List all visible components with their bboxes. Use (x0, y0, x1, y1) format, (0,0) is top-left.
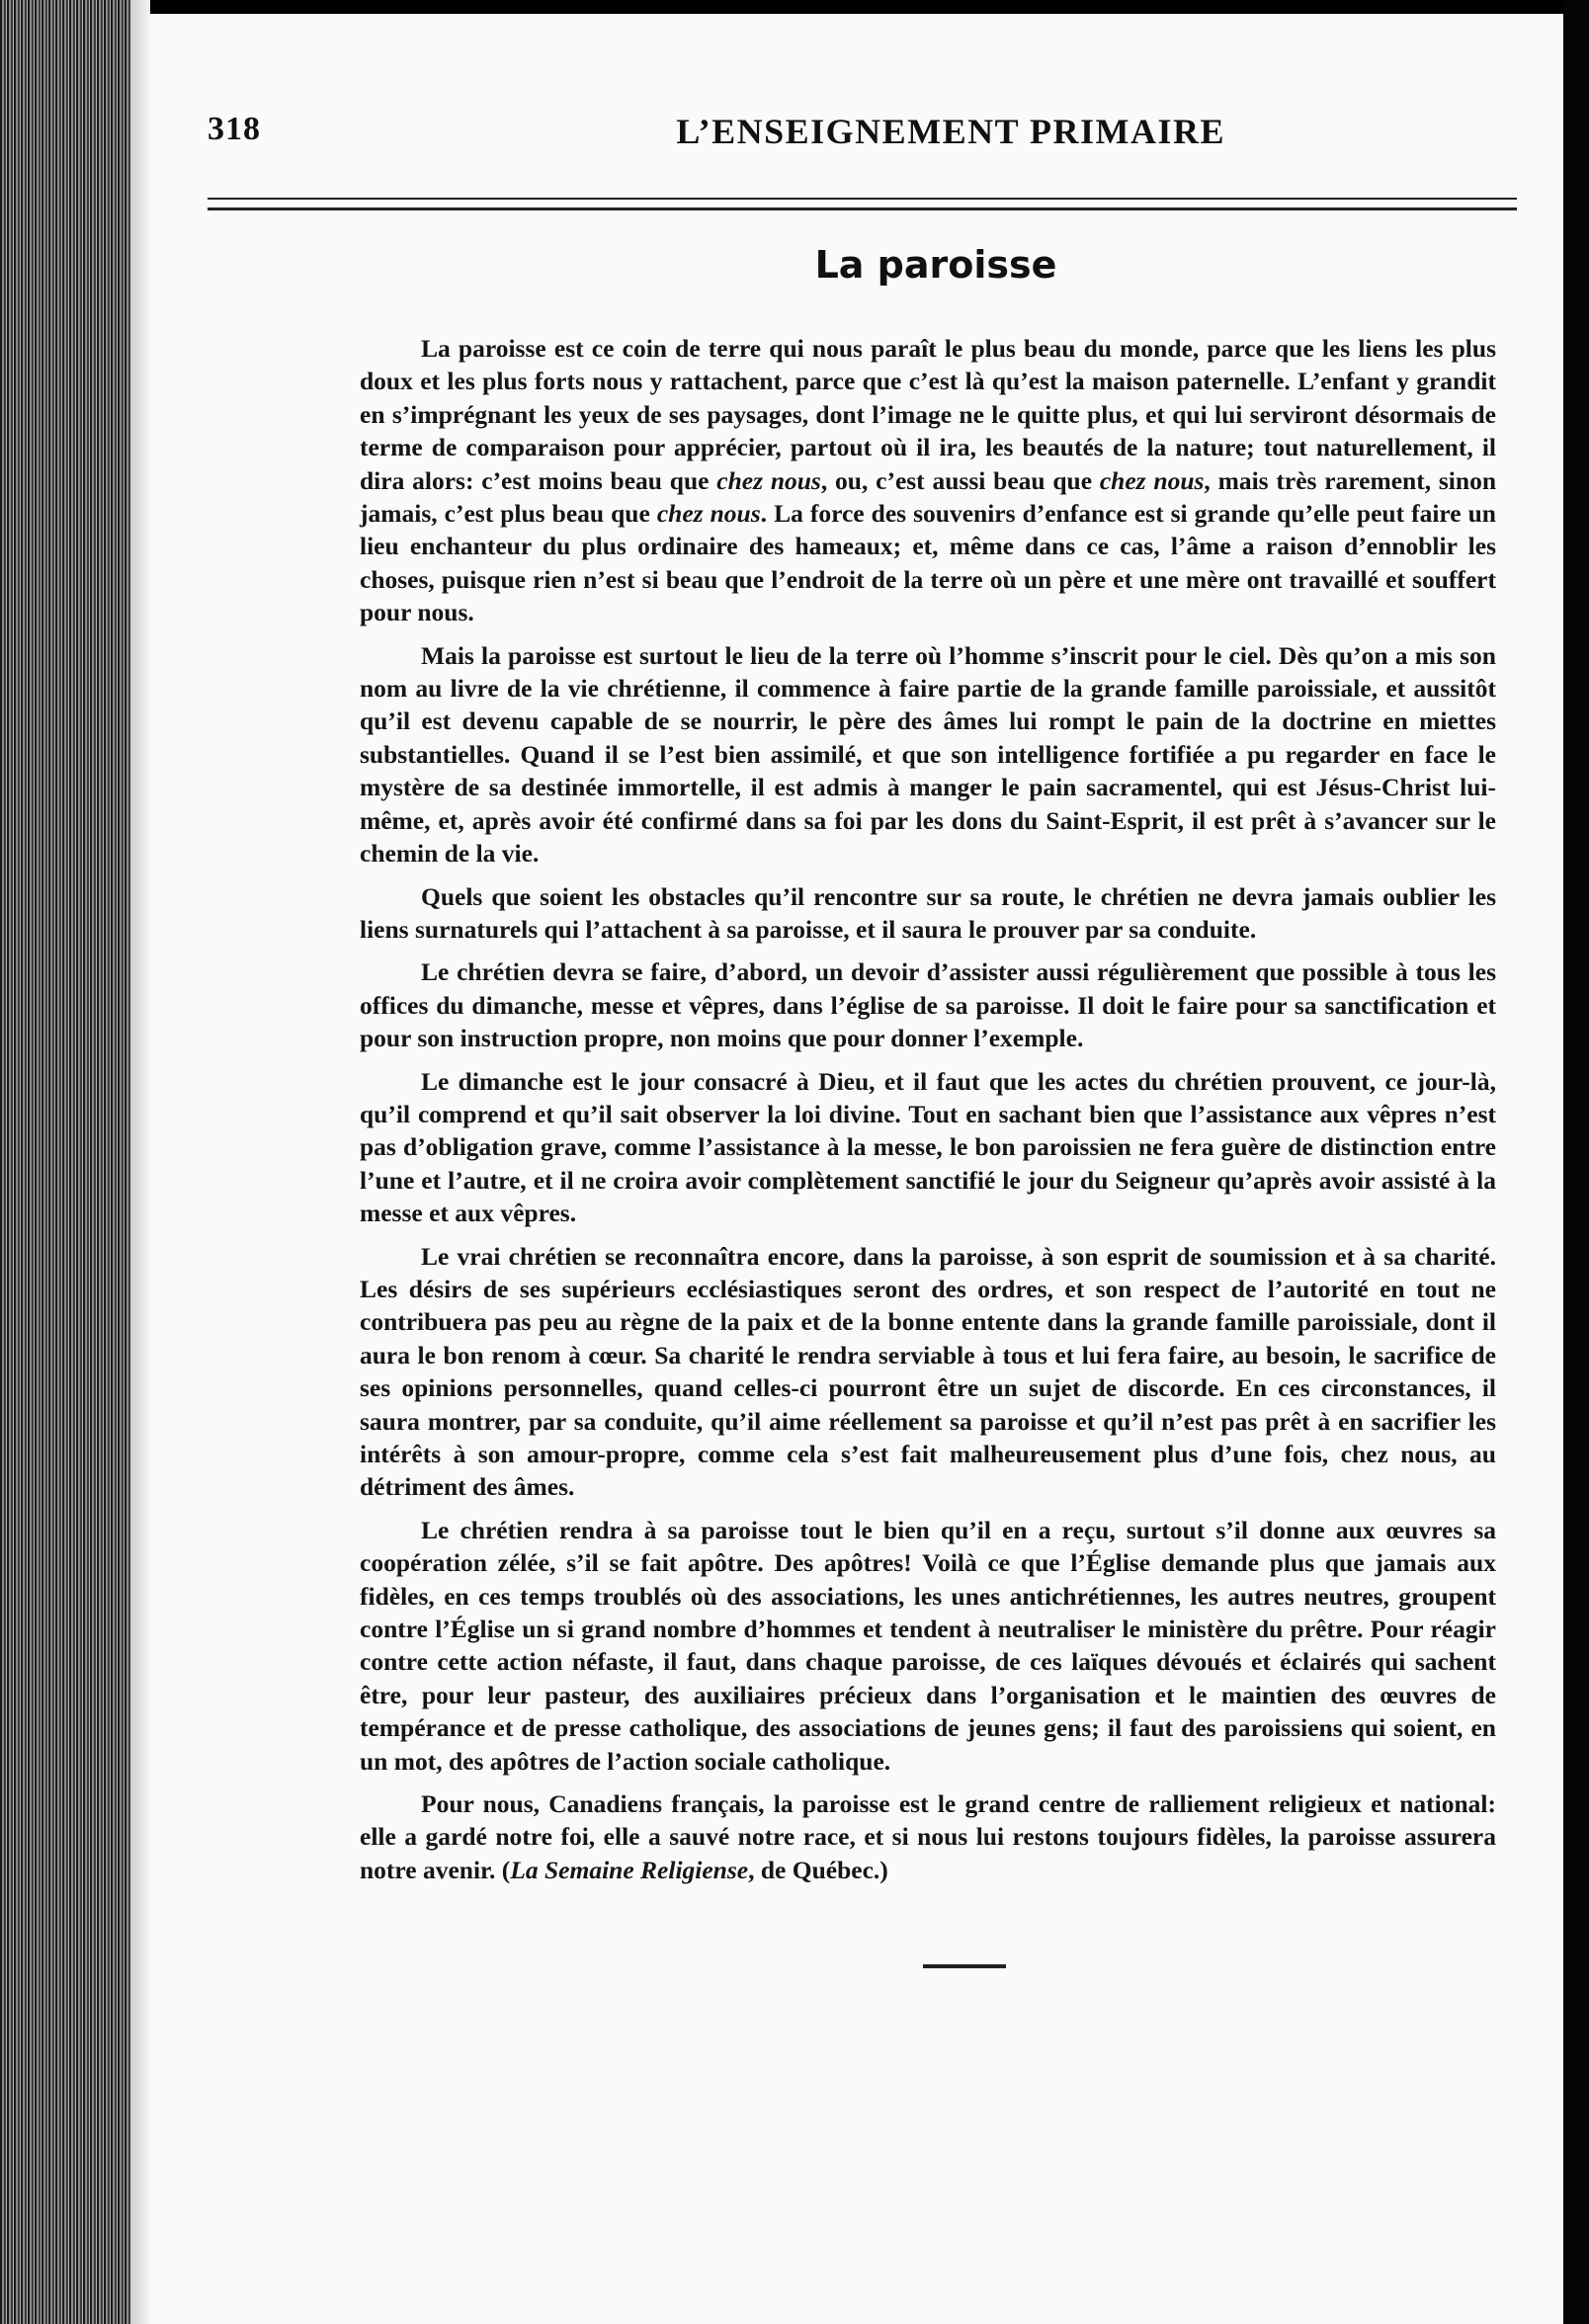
italic-text: chez nous (716, 465, 821, 495)
italic-text: chez nous (656, 499, 761, 529)
paragraph (360, 332, 1496, 629)
paragraph-text: , ou, c’est aussi beau que (820, 465, 1100, 495)
running-title: L’ENSEIGNEMENT PRIMAIRE (676, 112, 1225, 151)
paragraph (360, 880, 1496, 947)
paragraph-text: Le chrétien devra se faire, d’abord, un devoir d’assister aussi régulièrement que possible à tous les offices du dimanche, messe et vêpres, dans l’église de sa paroisse. Il doit le faire pour sa sanctification et pour son instruction propre, non moins que pour donner l’exemple. (360, 957, 1496, 1053)
paragraph-text: Quels que soient les obstacles qu’il rencontre sur sa route, le chrétien ne devra jamais oublier les liens surnaturels qui l’attachent à sa paroisse, et il saura le prouver par sa conduite. (360, 881, 1496, 944)
page-number: 318 (208, 111, 261, 147)
paragraph-text: . La force des souvenirs d’enfance est si grande qu’elle peut faire un lieu enchanteur du plus ordinaire des hameaux; et, même dans ce cas, l’âme a raison d’ennoblir les choses, puisque rien n’est si beau que l’endroit de la terre où un père et une mère ont travaillé et souffert pour nous. (360, 499, 1496, 627)
paragraph-text: , de Québec.) (748, 1855, 888, 1884)
italic-text: La Semaine Religiense (510, 1855, 749, 1884)
italic-text: chez nous (1099, 465, 1205, 495)
paragraph-text: Le dimanche est le jour consacré à Dieu, et il faut que les actes du chrétien prouvent, ce jour-là, qu’il comprend et qu’il sait observer la loi divine. Tout en sachant bien que l’assistance aux vêpres n’est pas d’obligation grave, comme l’assistance à la messe, le bon paroissien ne fera guère de distinction entre l’une et l’autre, et il ne croira avoir complètement sanctifié le jour du Seigneur qu’après avoir assisté à la messe et aux vêpres. (360, 1066, 1496, 1228)
paragraph (360, 1240, 1496, 1504)
paragraph-text: Le vrai chrétien se reconnaîtra encore, dans la paroisse, à son esprit de soumission et à sa charité. Les désirs de ses supérieurs ecclésiastiques seront des ordres, et son respect de l’autorité en tout ne contribuera pas peu au règne de la paix et de la bonne entente dans la grande famille paroissiale, dont il aura le bon renom à cœur. Sa charité le rendra serviable à tous et lui fera faire, au besoin, le sacrifice de ses opinions personnelles, quand celles-ci pourront être un sujet de discorde. En ces circonstances, il saura montrer, par sa conduite, qu’il aime réellement sa paroisse et qu’il n’est pas prêt à en sacrifier les intérêts à son amour-propre, comme cela s’est fait malheureusement plus d’une fois, chez nous, au détriment des âmes. (360, 1241, 1496, 1502)
end-of-article-rule (923, 1964, 1006, 1968)
header-rule-top (208, 198, 1517, 200)
header-rule-bottom (208, 208, 1517, 210)
page-header (208, 111, 1225, 170)
paragraph (360, 1787, 1496, 1886)
book-page-edges (0, 0, 150, 2324)
right-margin-shadow (1563, 0, 1589, 2324)
paragraph-text: La paroisse est ce coin de terre qui nous paraît le plus beau du monde, parce que les liens les plus doux et les plus forts nous y rattachent, parce que c’est là qu’est la maison paternelle. L’enfant y grandit en s’imprégnant les yeux de ses paysages, dont l’image ne le quitte plus, et qui lui serviront désormais de terme de comparaison pour apprécier, partout où il ira, les beautés de la nature; tout naturellement, il dira alors: c’est moins beau que (360, 334, 1496, 495)
paragraph-text: Pour nous, Canadiens français, la paroisse est le grand centre de ralliement religieux et national: elle a gardé notre foi, elle a sauvé notre race, et si nous lui restons toujours fidèles, la paroisse assurera notre avenir. ( (360, 1789, 1496, 1884)
paragraph (360, 1514, 1496, 1778)
paragraph-text: Le chrétien rendra à sa paroisse tout le bien qu’il en a reçu, surtout s’il donne aux œuvres sa coopération zélée, s’il se fait apôtre. Des apôtres! Voilà ce que l’Église demande plus que jamais aux fidèles, en ces temps troublés où des associations, les unes antichrétiennes, les autres neutres, groupent contre l’Église un si grand nombre d’hommes et tendent à neutraliser le ministère du prêtre. Pour réagir contre cette action néfaste, il faut, dans chaque paroisse, de ces laïques dévoués et éclairés qui sachent être, pour leur pasteur, des auxiliaires précieux dans l’organisation et le maintien des œuvres de tempérance et de presse catholique, des associations de jeunes gens; il faut des paroissiens qui soient, en un mot, des apôtres de l’action sociale catholique. (360, 1515, 1496, 1776)
paragraph (360, 1065, 1496, 1230)
paragraph (360, 639, 1496, 871)
article-title: La paroisse (814, 243, 1057, 287)
paragraph-text: , mais très rarement, sinon jamais, c’est plus beau que (360, 465, 1497, 529)
article-body (360, 332, 1496, 1896)
paragraph-text: Mais la paroisse est surtout le lieu de la terre où l’homme s’inscrit pour le ciel. Dès qu’on a mis son nom au livre de la vie chrétienne, il commence à faire partie de la grande famille paroissiale, et aussitôt qu’il est devenu capable de se nourrir, le père des âmes lui rompt le pain de la doctrine en miettes substantielles. Quand il se l’est bien assimilé, et que son intelligence fortifiée a pu regarder en face le mystère de sa destinée immortelle, il est admis à manger le pain sacramentel, qui est Jésus-Christ lui-même, et, après avoir été confirmé dans sa foi par les dons du Saint-Esprit, il est prêt à s’avancer sur le chemin de la vie. (360, 640, 1496, 869)
paragraph (360, 955, 1496, 1054)
